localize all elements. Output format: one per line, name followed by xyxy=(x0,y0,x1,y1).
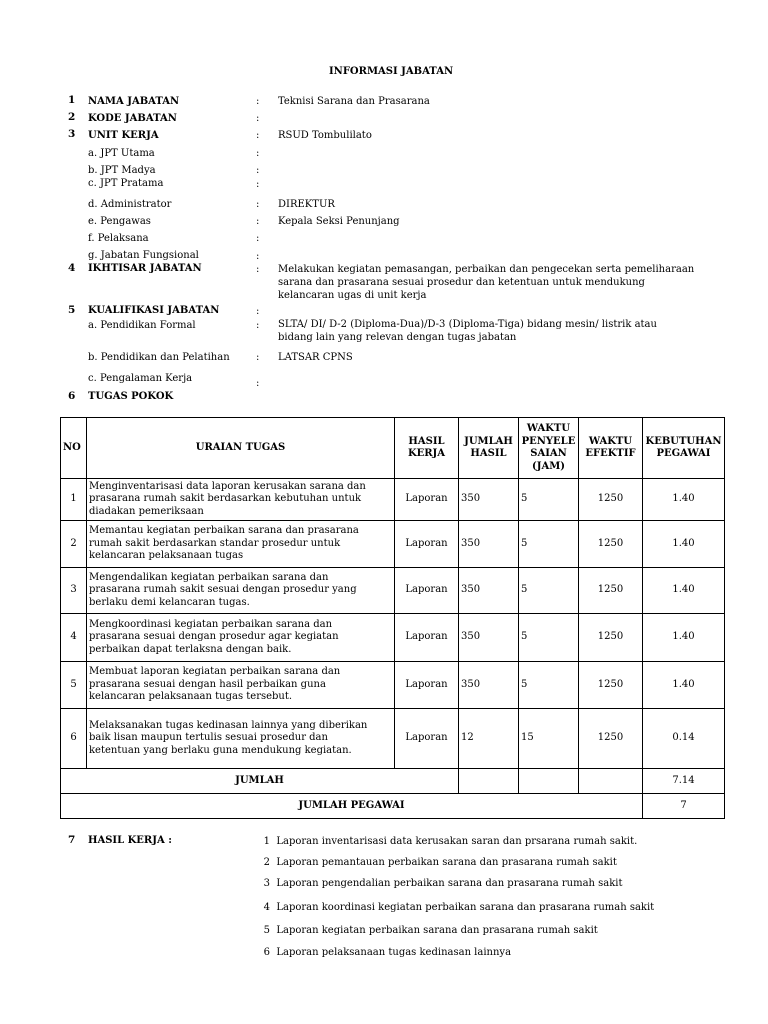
hasil-kerja-label: HASIL KERJA : xyxy=(88,835,172,846)
row-uraian xyxy=(87,709,395,769)
row-no: 5 xyxy=(61,662,87,709)
table-row xyxy=(61,709,725,769)
pelatihan-label: b. Pendidikan dan Pelatihan xyxy=(88,352,230,363)
hasil-kerja-item xyxy=(256,878,623,889)
jabatan-fungsional-label: g. Jabatan Fungsional xyxy=(88,250,199,261)
row-jumlah: 350 xyxy=(459,662,519,709)
hasil-kerja-item xyxy=(256,947,511,958)
colon: : xyxy=(256,130,260,141)
row-waktu: 5 xyxy=(519,662,579,709)
row-jumlah: 350 xyxy=(459,568,519,614)
row-hasil: Laporan xyxy=(395,614,459,662)
header-line: HASIL xyxy=(470,448,507,459)
uraian-line: prasarana sesuai dengan prosedur agar kegiatan xyxy=(89,631,339,643)
colon: : xyxy=(256,216,260,227)
colon: : xyxy=(256,179,260,190)
row-kebutuhan: 1.40 xyxy=(643,521,725,568)
uraian-line: Melaksanakan tugas kedinasan lainnya yang diberikan xyxy=(89,719,368,731)
row-waktu: 5 xyxy=(519,479,579,521)
uraian-line: prasarana rumah sakit berdasarkan kebutuhan untuk xyxy=(89,493,362,505)
pengawas-label: e. Pengawas xyxy=(88,216,151,227)
nama-jabatan-value: Teknisi Sarana dan Prasarana xyxy=(278,96,430,107)
row-efektif: 1250 xyxy=(579,614,643,662)
field-number: 1 xyxy=(68,94,76,106)
row-efektif: 1250 xyxy=(579,662,643,709)
unit-kerja-label: UNIT KERJA xyxy=(88,130,159,141)
kode-jabatan-label: KODE JABATAN xyxy=(88,113,177,124)
header-hasil xyxy=(395,418,459,479)
row-jumlah: 350 xyxy=(459,479,519,521)
item-text: Laporan kegiatan perbaikan sarana dan prasarana rumah sakit xyxy=(276,925,598,936)
header-jumlah xyxy=(459,418,519,479)
header-kebutuhan xyxy=(643,418,725,479)
ikhtisar-line: Melakukan kegiatan pemasangan, perbaikan dan pengecekan serta pemeliharaan xyxy=(278,264,695,275)
row-uraian xyxy=(87,521,395,568)
item-number: 6 xyxy=(263,947,270,958)
field-number: 4 xyxy=(68,262,76,274)
table-total-row xyxy=(61,794,725,819)
row-hasil: Laporan xyxy=(395,521,459,568)
jpt-pratama-label: c. JPT Pratama xyxy=(88,178,164,189)
uraian-line: rumah sakit berdasarkan standar prosedur untuk xyxy=(89,537,341,549)
hasil-kerja-item xyxy=(256,902,654,913)
header-line: PENYELE xyxy=(521,435,576,447)
field-number: 3 xyxy=(68,128,76,140)
kualifikasi-jabatan-label: KUALIFIKASI JABATAN xyxy=(88,305,220,316)
uraian-line: perbaikan dapat terlaksna dengan baik. xyxy=(89,643,292,655)
colon: : xyxy=(256,378,260,389)
jpt-utama-label: a. JPT Utama xyxy=(88,148,155,159)
row-jumlah: 350 xyxy=(459,521,519,568)
colon: : xyxy=(256,96,260,107)
item-number: 3 xyxy=(263,878,270,889)
row-no: 4 xyxy=(61,614,87,662)
colon: : xyxy=(256,320,260,331)
item-number: 5 xyxy=(263,925,270,936)
colon: : xyxy=(256,264,260,275)
table-row xyxy=(61,662,725,709)
header-line: (JAM) xyxy=(531,460,566,472)
row-jumlah: 12 xyxy=(459,709,519,769)
uraian-line: kelancaran pelaksanaan tugas xyxy=(89,550,244,562)
colon: : xyxy=(256,199,260,210)
row-kebutuhan: 0.14 xyxy=(643,709,725,769)
row-uraian xyxy=(87,614,395,662)
colon: : xyxy=(256,306,260,317)
nama-jabatan-label: NAMA JABATAN xyxy=(88,96,180,107)
uraian-line: prasarana rumah sakit sesuai dengan prosedur yang xyxy=(89,584,357,596)
item-text: Laporan inventarisasi data kerusakan saran dan prsarana rumah sakit. xyxy=(276,836,638,847)
colon: : xyxy=(256,148,260,159)
row-no: 6 xyxy=(61,709,87,769)
row-hasil: Laporan xyxy=(395,479,459,521)
row-waktu: 15 xyxy=(519,709,579,769)
uraian-line: diadakan pemeriksaan xyxy=(89,505,204,517)
row-waktu: 5 xyxy=(519,521,579,568)
table-row xyxy=(61,614,725,662)
header-no: NO xyxy=(61,418,87,479)
header-line: WAKTU xyxy=(588,435,633,447)
item-number: 2 xyxy=(263,857,270,868)
header-line: KEBUTUHAN xyxy=(645,435,722,447)
uraian-line: Mengendalikan kegiatan perbaikan sarana dan xyxy=(89,571,329,583)
row-efektif: 1250 xyxy=(579,479,643,521)
item-text: Laporan pengendalian perbaikan sarana dan prasarana rumah sakit xyxy=(276,878,623,889)
uraian-line: Memantau kegiatan perbaikan sarana dan prasarana xyxy=(89,525,359,537)
hasil-kerja-item xyxy=(256,836,637,847)
row-efektif: 1250 xyxy=(579,709,643,769)
row-uraian xyxy=(87,568,395,614)
header-line: KERJA xyxy=(407,448,446,459)
uraian-line: Menginventarisasi data laporan kerusakan sarana dan xyxy=(89,480,366,492)
header-waktu-efektif xyxy=(579,418,643,479)
header-line: HASIL xyxy=(408,435,445,447)
row-hasil: Laporan xyxy=(395,709,459,769)
row-hasil: Laporan xyxy=(395,568,459,614)
item-text: Laporan koordinasi kegiatan perbaikan sarana dan prasarana rumah sakit xyxy=(276,902,655,913)
header-line: JUMLAH xyxy=(464,435,513,447)
table-row xyxy=(61,521,725,568)
pendidikan-formal-line: bidang lain yang relevan dengan tugas jabatan xyxy=(278,332,517,343)
administrator-value: DIREKTUR xyxy=(278,199,335,210)
pendidikan-formal-line: SLTA/ DI/ D-2 (Diploma-Dua)/D-3 (Diploma-Tiga) bidang mesin/ listrik atau xyxy=(278,319,657,330)
colon: : xyxy=(256,233,260,244)
row-efektif: 1250 xyxy=(579,568,643,614)
row-kebutuhan: 1.40 xyxy=(643,614,725,662)
header-waktu-penyelesaian xyxy=(519,418,579,479)
row-no: 1 xyxy=(61,479,87,521)
header-line: EFEKTIF xyxy=(585,448,636,459)
uraian-line: kelancaran pelaksanaan tugas tersebut. xyxy=(89,691,293,703)
tugas-table xyxy=(60,417,725,819)
pelatihan-value: LATSAR CPNS xyxy=(278,352,353,363)
field-number: 2 xyxy=(68,111,76,123)
item-text: Laporan pemantauan perbaikan sarana dan prasarana rumah sakit xyxy=(276,857,617,868)
ikhtisar-line: sarana dan prasarana sesuai prosedur dan ketentuan untuk mendukung xyxy=(278,277,645,288)
row-uraian xyxy=(87,479,395,521)
tugas-pokok-label: TUGAS POKOK xyxy=(88,391,174,402)
jumlah-pegawai-value: 7 xyxy=(643,794,725,819)
empty-cell xyxy=(579,769,643,794)
row-no: 3 xyxy=(61,568,87,614)
header-line: SAIAN xyxy=(530,448,567,459)
pengawas-value: Kepala Seksi Penunjang xyxy=(278,216,400,227)
row-waktu: 5 xyxy=(519,568,579,614)
uraian-line: Membuat laporan kegiatan perbaikan sarana dan xyxy=(89,666,341,678)
row-waktu: 5 xyxy=(519,614,579,662)
row-kebutuhan: 1.40 xyxy=(643,479,725,521)
pengalaman-kerja-label: c. Pengalaman Kerja xyxy=(88,373,193,384)
colon: : xyxy=(256,251,260,262)
row-kebutuhan: 1.40 xyxy=(643,662,725,709)
unit-kerja-value: RSUD Tombulilato xyxy=(278,130,372,141)
header-line: PEGAWAI xyxy=(656,448,711,459)
table-row xyxy=(61,479,725,521)
empty-cell xyxy=(459,769,519,794)
uraian-line: ketentuan yang berlaku guna mendukung kegiatan. xyxy=(89,744,352,756)
uraian-line: Mengkoordinasi kegiatan perbaikan sarana dan xyxy=(89,618,333,630)
row-efektif: 1250 xyxy=(579,521,643,568)
field-number: 5 xyxy=(68,304,76,316)
hasil-kerja-item xyxy=(256,857,617,868)
colon: : xyxy=(256,165,260,176)
pendidikan-formal-label: a. Pendidikan Formal xyxy=(88,320,196,331)
page-title: INFORMASI JABATAN xyxy=(329,66,454,77)
row-hasil: Laporan xyxy=(395,662,459,709)
uraian-line: baik lisan maupun tertulis sesuai prosedur dan xyxy=(89,732,328,744)
item-text: Laporan pelaksanaan tugas kedinasan lainnya xyxy=(276,947,512,958)
ikhtisar-line: kelancaran ugas di unit kerja xyxy=(278,290,427,301)
item-number: 4 xyxy=(263,902,270,913)
jumlah-label: JUMLAH xyxy=(61,769,459,794)
row-kebutuhan: 1.40 xyxy=(643,568,725,614)
jumlah-value: 7.14 xyxy=(643,769,725,794)
empty-cell xyxy=(519,769,579,794)
jpt-madya-label: b. JPT Madya xyxy=(88,165,156,176)
item-number: 1 xyxy=(263,836,270,847)
jumlah-pegawai-label: JUMLAH PEGAWAI xyxy=(61,794,643,819)
table-header-row xyxy=(61,418,725,479)
ikhtisar-jabatan-label: IKHTISAR JABATAN xyxy=(88,263,202,274)
pelaksana-label: f. Pelaksana xyxy=(88,233,149,244)
administrator-label: d. Administrator xyxy=(88,199,172,210)
uraian-line: berlaku demi kelancaran tugas. xyxy=(89,596,250,608)
row-no: 2 xyxy=(61,521,87,568)
hasil-kerja-item xyxy=(256,925,598,936)
colon: : xyxy=(256,352,260,363)
row-jumlah: 350 xyxy=(459,614,519,662)
table-row xyxy=(61,568,725,614)
colon: : xyxy=(256,113,260,124)
uraian-line: prasarana sesuai dengan hasil perbaikan guna xyxy=(89,678,326,690)
table-total-row xyxy=(61,769,725,794)
field-number: 6 xyxy=(68,390,76,402)
header-line: WAKTU xyxy=(526,423,571,434)
header-uraian: URAIAN TUGAS xyxy=(87,418,395,479)
field-number: 7 xyxy=(68,834,76,846)
row-uraian xyxy=(87,662,395,709)
